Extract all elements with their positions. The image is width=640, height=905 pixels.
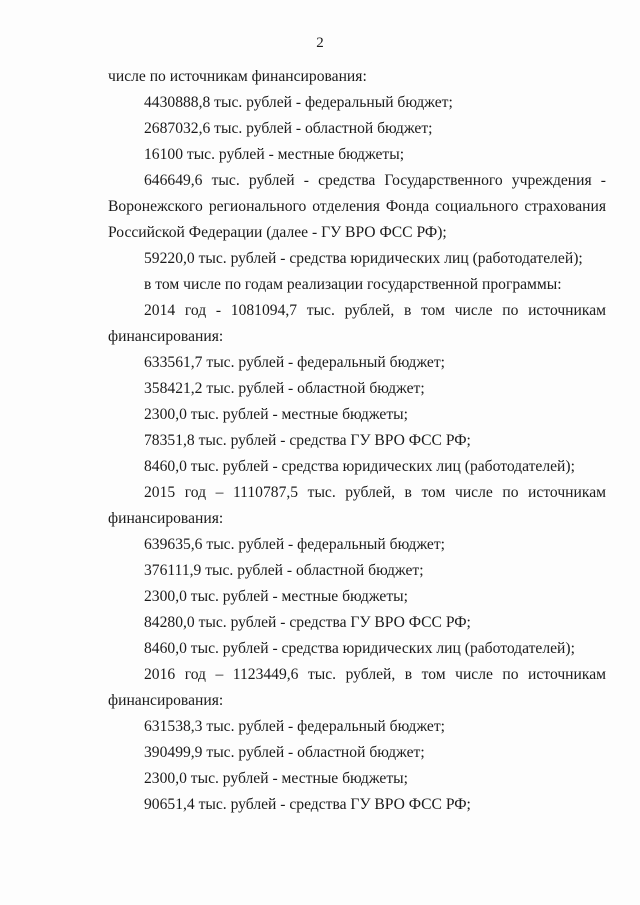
text-line: 2015 год – 1110787,5 тыс. рублей, в том числе по источникам (144, 484, 606, 501)
text-line: 390499,9 тыс. рублей - областной бюджет; (144, 744, 425, 761)
text-line: 8460,0 тыс. рублей - средства юридических лиц (работодателей); (144, 458, 575, 475)
text-line: 8460,0 тыс. рублей - средства юридических лиц (работодателей); (144, 640, 575, 657)
text-line: 2687032,6 тыс. рублей - областной бюджет; (144, 120, 433, 137)
page-number: 2 (316, 35, 324, 51)
text-line: числе по источникам финансирования: (108, 68, 367, 85)
text-line: финансирования: (108, 510, 224, 527)
text-line: финансирования: (108, 328, 224, 345)
text-line: 2300,0 тыс. рублей - местные бюджеты; (144, 406, 408, 423)
text-line: 84280,0 тыс. рублей - средства ГУ ВРО ФСС РФ; (144, 614, 471, 631)
text-line: 646649,6 тыс. рублей - средства Государственного учреждения - (144, 172, 606, 189)
text-line: 90651,4 тыс. рублей - средства ГУ ВРО ФСС РФ; (144, 796, 471, 813)
document-body (108, 64, 606, 818)
text-line: Российской Федерации (далее - ГУ ВРО ФСС РФ); (108, 224, 447, 241)
text-line: 4430888,8 тыс. рублей - федеральный бюджет; (144, 94, 453, 111)
text-line: 59220,0 тыс. рублей - средства юридических лиц (работодателей); (144, 250, 583, 267)
text-line: 633561,7 тыс. рублей - федеральный бюджет; (144, 354, 446, 371)
text-line: 639635,6 тыс. рублей - федеральный бюджет; (144, 536, 446, 553)
text-line: финансирования: (108, 692, 224, 709)
text-line: 2016 год – 1123449,6 тыс. рублей, в том числе по источникам (144, 666, 606, 683)
text-line: 2014 год - 1081094,7 тыс. рублей, в том числе по источникам (144, 302, 606, 319)
text-line: в том числе по годам реализации государственной программы: (144, 276, 562, 293)
text-line: 78351,8 тыс. рублей - средства ГУ ВРО ФСС РФ; (144, 432, 471, 449)
text-line: 358421,2 тыс. рублей - областной бюджет; (144, 380, 425, 397)
text-line: Воронежского регионального отделения Фонда социального страхования (108, 198, 606, 215)
text-line: 2300,0 тыс. рублей - местные бюджеты; (144, 770, 408, 787)
text-line: 376111,9 тыс. рублей - областной бюджет; (144, 562, 424, 579)
text-line: 631538,3 тыс. рублей - федеральный бюджет; (144, 718, 446, 735)
text-line: 2300,0 тыс. рублей - местные бюджеты; (144, 588, 408, 605)
text-line: 16100 тыс. рублей - местные бюджеты; (144, 146, 405, 163)
